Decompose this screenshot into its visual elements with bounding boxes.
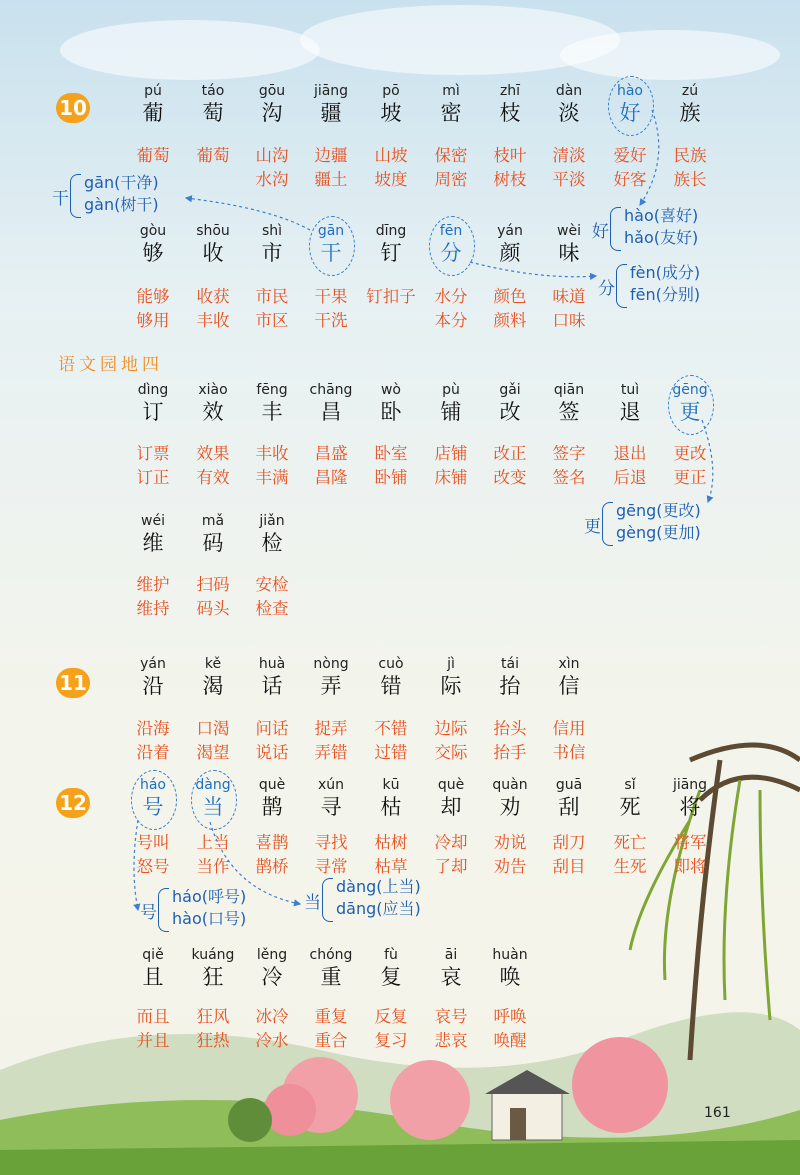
polyphone-reading: fēn(分别) — [630, 285, 701, 304]
vocabulary-word: 扫码 — [196, 575, 230, 594]
pinyin: shōu — [196, 223, 230, 239]
pinyin: gǎi — [499, 382, 521, 398]
section-title: 语文园地四 — [58, 355, 163, 375]
pinyin: gòu — [139, 223, 167, 239]
pinyin: guā — [555, 777, 583, 793]
hanzi: 死 — [619, 795, 641, 819]
vocabulary-word: 复习 — [374, 1031, 408, 1050]
vocabulary-word: 清淡 — [552, 146, 586, 165]
vocabulary-word: 市区 — [255, 311, 289, 330]
vocabulary-word: 枯树 — [374, 833, 408, 852]
hanzi: 鹊 — [261, 795, 283, 819]
hanzi: 族 — [679, 101, 701, 125]
lesson-badge: 11 — [56, 668, 90, 698]
pinyin: qiān — [553, 382, 585, 398]
hanzi: 退 — [619, 400, 641, 424]
vocabulary-word: 民族 — [673, 146, 707, 165]
pinyin: háo — [139, 777, 167, 793]
hanzi: 话 — [261, 674, 283, 698]
hanzi: 淡 — [558, 101, 580, 125]
vocabulary-word: 卧铺 — [374, 468, 408, 487]
vocabulary-word: 问话 — [255, 719, 289, 738]
polyphone-reading: gàn(树干) — [84, 195, 159, 214]
vocabulary-word: 说话 — [255, 743, 289, 762]
polyphone-reading: dàng(上当) — [336, 877, 421, 896]
hanzi: 够 — [142, 241, 164, 265]
vocabulary-word: 订正 — [136, 468, 170, 487]
vocabulary-word: 将军 — [673, 833, 707, 852]
pinyin: kū — [382, 777, 400, 793]
hanzi: 抬 — [499, 674, 521, 698]
vocabulary-word: 疆土 — [314, 170, 348, 189]
pinyin: xìn — [558, 656, 580, 672]
polyphone-reading: gēng(更改) — [616, 501, 701, 520]
hanzi: 签 — [558, 400, 580, 424]
pinyin: tái — [501, 656, 519, 672]
vocabulary-word: 订票 — [136, 444, 170, 463]
vocabulary-word: 劝说 — [493, 833, 527, 852]
hanzi: 号 — [142, 795, 164, 819]
vocabulary-word: 床铺 — [434, 468, 468, 487]
hanzi: 弄 — [320, 674, 342, 698]
pinyin: quàn — [492, 777, 528, 793]
vocabulary-word: 葡萄 — [196, 146, 230, 165]
vocabulary-word: 呼唤 — [493, 1007, 527, 1026]
vocabulary-word: 寻常 — [314, 857, 348, 876]
pinyin: yán — [497, 223, 523, 239]
vocabulary-word: 改正 — [493, 444, 527, 463]
vocabulary-word: 山沟 — [255, 146, 289, 165]
pinyin: yán — [140, 656, 166, 672]
vocabulary-word: 码头 — [196, 599, 230, 618]
vocabulary-word: 签字 — [552, 444, 586, 463]
polyphone-reading: gèng(更加) — [616, 523, 701, 542]
pinyin: wò — [380, 382, 401, 398]
hanzi: 丰 — [261, 400, 283, 424]
vocabulary-word: 昌隆 — [314, 468, 348, 487]
vocabulary-word: 钉扣子 — [366, 287, 416, 306]
pinyin: pú — [144, 83, 162, 99]
hanzi: 订 — [142, 400, 164, 424]
hanzi: 密 — [440, 101, 462, 125]
vocabulary-word: 效果 — [196, 444, 230, 463]
pinyin: pù — [442, 382, 460, 398]
pinyin: zhī — [499, 83, 521, 99]
pinyin: huàn — [492, 947, 528, 963]
vocabulary-word: 冷却 — [434, 833, 468, 852]
pinyin: gōu — [258, 83, 286, 99]
hanzi: 当 — [202, 795, 224, 819]
vocabulary-word: 颜色 — [493, 287, 527, 306]
pinyin: kě — [204, 656, 222, 672]
vocabulary-word: 收获 — [196, 287, 230, 306]
hanzi: 效 — [202, 400, 224, 424]
hanzi: 萄 — [202, 101, 224, 125]
pinyin: què — [437, 777, 465, 793]
vocabulary-word: 维持 — [136, 599, 170, 618]
vocabulary-word: 即将 — [673, 857, 707, 876]
pinyin: wèi — [557, 223, 581, 239]
vocabulary-word: 交际 — [434, 743, 468, 762]
pinyin: chóng — [309, 947, 353, 963]
hanzi: 沟 — [261, 101, 283, 125]
pinyin: pō — [382, 83, 400, 99]
polyphone-reading: hào(喜好) — [624, 206, 699, 225]
vocabulary-word: 更改 — [673, 444, 707, 463]
vocabulary-word: 爱好 — [613, 146, 647, 165]
hanzi: 改 — [499, 400, 521, 424]
pinyin: qiě — [142, 947, 164, 963]
vocabulary-word: 狂热 — [196, 1031, 230, 1050]
pinyin: jiāng — [672, 777, 708, 793]
hanzi: 更 — [679, 400, 701, 424]
vocabulary-word: 丰收 — [255, 444, 289, 463]
vocabulary-word: 树枝 — [493, 170, 527, 189]
vocabulary-word: 不错 — [374, 719, 408, 738]
pinyin: dàn — [555, 83, 583, 99]
vocabulary-word: 本分 — [434, 311, 468, 330]
pinyin: mì — [442, 83, 460, 99]
pinyin: nòng — [313, 656, 349, 672]
vocabulary-word: 狂风 — [196, 1007, 230, 1026]
pinyin: zú — [681, 83, 699, 99]
hanzi: 复 — [380, 965, 402, 989]
hanzi: 且 — [142, 965, 164, 989]
hanzi: 铺 — [440, 400, 462, 424]
polyphone-char: 好 — [592, 222, 609, 242]
polyphone-reading: dāng(应当) — [336, 899, 421, 918]
hanzi: 颜 — [499, 241, 521, 265]
vocabulary-word: 干洗 — [314, 311, 348, 330]
vocabulary-word: 维护 — [136, 575, 170, 594]
vocabulary-word: 并且 — [136, 1031, 170, 1050]
pinyin: hào — [616, 83, 644, 99]
vocabulary-word: 抬头 — [493, 719, 527, 738]
pinyin: què — [258, 777, 286, 793]
hanzi: 干 — [320, 241, 342, 265]
hanzi: 卧 — [380, 400, 402, 424]
pinyin: wéi — [141, 513, 165, 529]
vocabulary-word: 冰冷 — [255, 1007, 289, 1026]
pinyin: jiǎn — [259, 513, 285, 529]
vocabulary-word: 卧室 — [374, 444, 408, 463]
vocabulary-word: 丰满 — [255, 468, 289, 487]
vocabulary-word: 号叫 — [136, 833, 170, 852]
hanzi: 错 — [380, 674, 402, 698]
hanzi: 好 — [619, 101, 641, 125]
vocabulary-word: 枯草 — [374, 857, 408, 876]
vocabulary-word: 信用 — [552, 719, 586, 738]
pinyin: huà — [258, 656, 286, 672]
hanzi: 寻 — [320, 795, 342, 819]
vocabulary-word: 有效 — [196, 468, 230, 487]
vocabulary-word: 过错 — [374, 743, 408, 762]
hanzi: 渴 — [202, 674, 224, 698]
pinyin: jiāng — [313, 83, 349, 99]
polyphone-reading: hǎo(友好) — [624, 228, 699, 247]
pinyin: dīng — [375, 223, 407, 239]
polyphone-reading: háo(呼号) — [172, 887, 247, 906]
vocabulary-word: 颜料 — [493, 311, 527, 330]
vocabulary-word: 枝叶 — [493, 146, 527, 165]
hanzi: 钉 — [380, 241, 402, 265]
polyphone-reading: gān(干净) — [84, 173, 159, 192]
vocabulary-word: 书信 — [552, 743, 586, 762]
polyphone-reading: fèn(成分) — [630, 263, 701, 282]
vocabulary-word: 抬手 — [493, 743, 527, 762]
vocabulary-word: 重复 — [314, 1007, 348, 1026]
vocabulary-word: 签名 — [552, 468, 586, 487]
vocabulary-word: 生死 — [613, 857, 647, 876]
vocabulary-word: 反复 — [374, 1007, 408, 1026]
hanzi: 刮 — [558, 795, 580, 819]
vocabulary-word: 检查 — [255, 599, 289, 618]
vocabulary-word: 劝告 — [493, 857, 527, 876]
pinyin: fēng — [256, 382, 288, 398]
hanzi: 码 — [202, 531, 224, 555]
vocabulary-word: 唤醒 — [493, 1031, 527, 1050]
pinyin: chāng — [309, 382, 353, 398]
vocabulary-word: 周密 — [434, 170, 468, 189]
vocabulary-word: 水分 — [434, 287, 468, 306]
pinyin: fù — [384, 947, 398, 963]
pinyin: xiào — [198, 382, 228, 398]
vocabulary-word: 而且 — [136, 1007, 170, 1026]
hanzi: 却 — [440, 795, 462, 819]
pinyin: táo — [201, 83, 225, 99]
hanzi: 市 — [261, 241, 283, 265]
hanzi: 检 — [261, 531, 283, 555]
vocabulary-word: 昌盛 — [314, 444, 348, 463]
vocabulary-word: 坡度 — [374, 170, 408, 189]
pinyin: dìng — [137, 382, 169, 398]
vocabulary-word: 市民 — [255, 287, 289, 306]
vocabulary-word: 当作 — [196, 857, 230, 876]
hanzi: 维 — [142, 531, 164, 555]
vocabulary-word: 够用 — [136, 311, 170, 330]
pinyin: kuáng — [191, 947, 235, 963]
vocabulary-word: 退出 — [613, 444, 647, 463]
polyphone-char: 干 — [52, 189, 69, 209]
polyphone-reading: hào(口号) — [172, 909, 247, 928]
pinyin: shì — [261, 223, 283, 239]
vocabulary-word: 口渴 — [196, 719, 230, 738]
vocabulary-word: 沿着 — [136, 743, 170, 762]
hanzi: 哀 — [440, 965, 462, 989]
vocabulary-word: 喜鹊 — [255, 833, 289, 852]
hanzi: 狂 — [202, 965, 224, 989]
vocabulary-word: 味道 — [552, 287, 586, 306]
hanzi: 唤 — [499, 965, 521, 989]
hanzi: 枝 — [499, 101, 521, 125]
vocabulary-word: 口味 — [552, 311, 586, 330]
vocabulary-word: 更正 — [673, 468, 707, 487]
pinyin: gēng — [672, 382, 708, 398]
lesson-badge: 12 — [56, 788, 90, 818]
polyphone-char: 当 — [304, 893, 321, 913]
vocabulary-word: 葡萄 — [136, 146, 170, 165]
hanzi: 昌 — [320, 400, 342, 424]
vocabulary-word: 死亡 — [613, 833, 647, 852]
pinyin: xún — [317, 777, 345, 793]
vocabulary-word: 怒号 — [136, 857, 170, 876]
pinyin: cuò — [378, 656, 404, 672]
hanzi: 将 — [679, 795, 701, 819]
vocabulary-word: 后退 — [613, 468, 647, 487]
vocabulary-word: 刮目 — [552, 857, 586, 876]
hanzi: 重 — [320, 965, 342, 989]
vocabulary-word: 店铺 — [434, 444, 468, 463]
hanzi: 际 — [440, 674, 462, 698]
vocabulary-word: 沿海 — [136, 719, 170, 738]
vocabulary-word: 好客 — [613, 170, 647, 189]
vocabulary-word: 悲哀 — [434, 1031, 468, 1050]
pinyin: tuì — [620, 382, 640, 398]
pinyin: lěng — [256, 947, 288, 963]
pinyin: sǐ — [624, 777, 636, 793]
pinyin: gān — [317, 223, 345, 239]
hanzi: 沿 — [142, 674, 164, 698]
vocabulary-word: 鹊桥 — [255, 857, 289, 876]
vocabulary-word: 重合 — [314, 1031, 348, 1050]
hanzi: 味 — [558, 241, 580, 265]
hanzi: 分 — [440, 241, 462, 265]
polyphone-char: 分 — [598, 279, 615, 299]
vocabulary-word: 山坡 — [374, 146, 408, 165]
hanzi: 劝 — [499, 795, 521, 819]
polyphone-char: 更 — [584, 517, 601, 537]
vocabulary-word: 渴望 — [196, 743, 230, 762]
polyphone-char: 号 — [140, 903, 157, 923]
vocabulary-word: 改变 — [493, 468, 527, 487]
vocabulary-word: 捉弄 — [314, 719, 348, 738]
vocabulary-word: 边疆 — [314, 146, 348, 165]
vocabulary-word: 丰收 — [196, 311, 230, 330]
vocabulary-word: 安检 — [255, 575, 289, 594]
pinyin: āi — [444, 947, 458, 963]
vocabulary-word: 上当 — [196, 833, 230, 852]
vocabulary-word: 哀号 — [434, 1007, 468, 1026]
vocabulary-word: 保密 — [434, 146, 468, 165]
hanzi: 信 — [558, 674, 580, 698]
hanzi: 坡 — [380, 101, 402, 125]
vocabulary-word: 了却 — [434, 857, 468, 876]
vocabulary-word: 干果 — [314, 287, 348, 306]
vocabulary-word: 平淡 — [552, 170, 586, 189]
hanzi: 枯 — [380, 795, 402, 819]
hanzi: 冷 — [261, 965, 283, 989]
lesson-badge: 10 — [56, 93, 90, 123]
vocabulary-word: 寻找 — [314, 833, 348, 852]
vocabulary-word: 水沟 — [255, 170, 289, 189]
page-number: 161 — [704, 1105, 731, 1121]
pinyin: dàng — [195, 777, 231, 793]
hanzi: 葡 — [142, 101, 164, 125]
vocabulary-word: 刮刀 — [552, 833, 586, 852]
pinyin: mǎ — [201, 513, 225, 529]
hanzi: 收 — [202, 241, 224, 265]
hanzi: 疆 — [320, 101, 342, 125]
pinyin: jì — [447, 656, 455, 672]
vocabulary-word: 边际 — [434, 719, 468, 738]
vocabulary-word: 族长 — [673, 170, 707, 189]
vocabulary-word: 能够 — [136, 287, 170, 306]
vocabulary-word: 冷水 — [255, 1031, 289, 1050]
pinyin: fēn — [439, 223, 463, 239]
vocabulary-word: 弄错 — [314, 743, 348, 762]
